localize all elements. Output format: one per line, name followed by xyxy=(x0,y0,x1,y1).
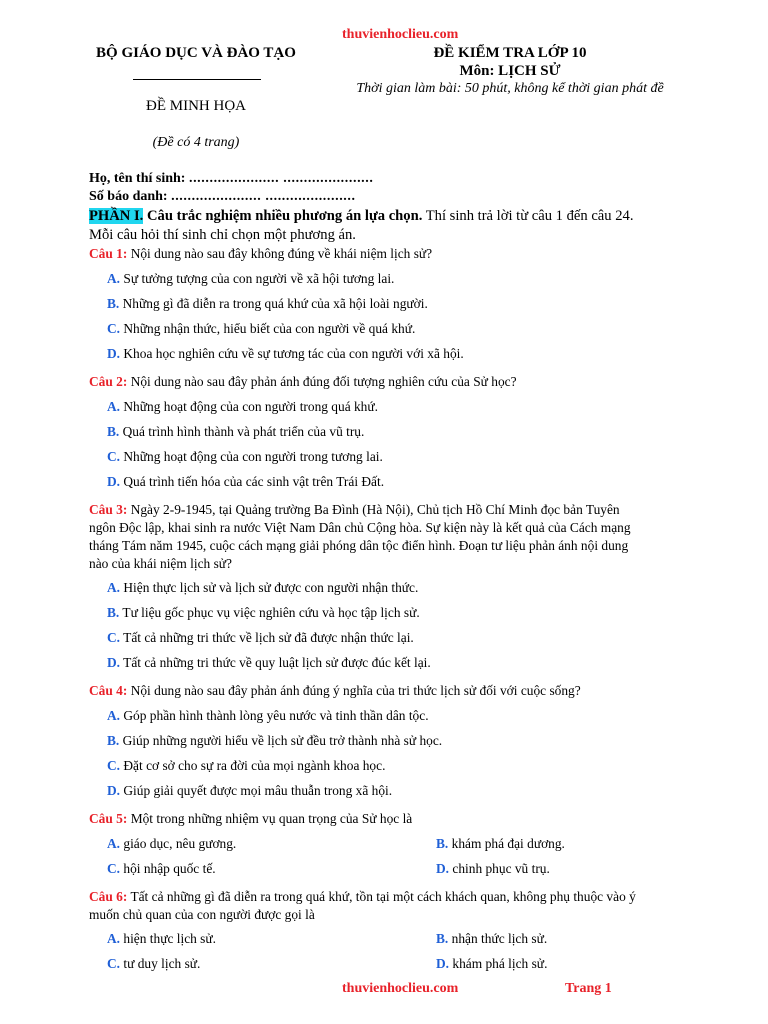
option-letter: B. xyxy=(107,296,120,311)
exam-subject: Môn: LỊCH SỬ xyxy=(459,63,561,79)
part1-instruction: Thí sinh trả lời từ câu 1 đến câu 24. xyxy=(425,208,634,224)
option-text: Những gì đã diễn ra trong quá khứ của xã hội loài người. xyxy=(122,296,428,311)
option-text: chinh phục vũ trụ. xyxy=(452,861,550,876)
student-id-label: Số báo danh: xyxy=(89,189,168,204)
answer-option[interactable] xyxy=(107,655,431,671)
option-letter: B. xyxy=(436,836,449,851)
option-text: Hiện thực lịch sử và lịch sử được con người nhận thức. xyxy=(123,580,419,595)
site-domain: .com xyxy=(429,27,459,42)
question-1 xyxy=(89,245,432,263)
option-letter: B. xyxy=(107,424,120,439)
question-number: Câu 3: xyxy=(89,502,128,517)
option-text: Tư liệu gốc phục vụ việc nghiên cứu và học tập lịch sử. xyxy=(122,605,420,620)
option-text: Góp phần hình thành lòng yêu nước và tinh thần dân tộc. xyxy=(123,708,429,723)
option-letter: D. xyxy=(107,655,121,670)
student-id-row xyxy=(89,189,356,205)
option-text: Sự tưởng tượng của con người về xã hội tương lai. xyxy=(123,271,395,286)
option-text: Quá trình tiến hóa của các sinh vật trên Trái Đất. xyxy=(123,474,385,489)
option-letter: B. xyxy=(436,931,449,946)
answer-option[interactable] xyxy=(107,296,428,312)
answer-option[interactable] xyxy=(107,321,415,337)
question-6 xyxy=(89,888,636,924)
option-letter: C. xyxy=(107,630,121,645)
question-number: Câu 1: xyxy=(89,246,128,261)
answer-option[interactable] xyxy=(107,708,429,724)
option-letter: C. xyxy=(107,861,121,876)
question-2 xyxy=(89,373,517,391)
question-4 xyxy=(89,682,581,700)
part1-heading xyxy=(89,207,729,225)
question-text: Một trong những nhiệm vụ quan trọng của Sử học là xyxy=(130,811,413,826)
answer-option[interactable] xyxy=(107,605,420,621)
option-text: Quá trình hình thành và phát triển của vũ trụ. xyxy=(122,424,365,439)
question-text-line: Ngày 2-9-1945, tại Quảng trường Ba Đình (Hà Nội), Chủ tịch Hồ Chí Minh đọc bản Tuyên xyxy=(130,502,620,517)
question-text-line: ngôn Độc lập, khai sinh ra nước Việt Nam Dân chủ Cộng hòa. Sự kiện này là kết quả của Cách mạng xyxy=(89,520,631,535)
answer-option[interactable] xyxy=(107,783,392,799)
option-text: tư duy lịch sử. xyxy=(123,956,201,971)
option-letter: C. xyxy=(107,321,121,336)
question-text-line: nào của khái niệm lịch sử? xyxy=(89,556,232,571)
option-text: khám phá lịch sử. xyxy=(452,956,548,971)
question-number: Câu 4: xyxy=(89,683,128,698)
option-letter: A. xyxy=(107,271,121,286)
sample-exam-label: ĐỀ MINH HỌA xyxy=(146,98,246,114)
answer-option[interactable] xyxy=(436,931,547,947)
answer-option[interactable] xyxy=(107,424,364,440)
answer-option[interactable] xyxy=(107,346,464,362)
question-3 xyxy=(89,501,631,573)
student-name-dots: ...................... ...................... xyxy=(188,171,374,186)
answer-option[interactable] xyxy=(107,474,384,490)
question-number: Câu 2: xyxy=(89,374,128,389)
answer-option[interactable] xyxy=(436,956,547,972)
option-text: giáo dục, nêu gương. xyxy=(123,836,237,851)
option-text: Tất cả những tri thức về lịch sử đã được nhận thức lại. xyxy=(123,630,414,645)
question-number: Câu 5: xyxy=(89,811,128,826)
option-letter: A. xyxy=(107,931,121,946)
option-letter: D. xyxy=(436,956,450,971)
answer-option[interactable] xyxy=(107,271,394,287)
option-text: Khoa học nghiên cứu về sự tương tác của con người với xã hội. xyxy=(123,346,464,361)
option-letter: B. xyxy=(107,733,120,748)
option-text: Giúp những người hiểu về lịch sử đều trở thành nhà sử học. xyxy=(122,733,443,748)
option-letter: A. xyxy=(107,836,121,851)
question-text-line: tháng Tám năm 1945, cuộc cách mạng giải phóng dân tộc điển hình. Đoạn tư liệu phản ánh nội dung xyxy=(89,538,629,553)
site-watermark-top[interactable] xyxy=(342,27,458,43)
question-text: Nội dung nào sau đây phản ánh đúng đối tượng nghiên cứu của Sử học? xyxy=(130,374,517,389)
part1-title: Câu trắc nghiệm nhiều phương án lựa chọn. xyxy=(146,208,423,224)
option-text: hiện thực lịch sử. xyxy=(123,931,217,946)
option-text: Giúp giải quyết được mọi mâu thuẫn trong xã hội. xyxy=(123,783,393,798)
option-text: Đặt cơ sở cho sự ra đời của mọi ngành khoa học. xyxy=(123,758,386,773)
option-letter: A. xyxy=(107,399,121,414)
student-name-row xyxy=(89,171,373,187)
question-text: Nội dung nào sau đây phản ánh đúng ý nghĩa của tri thức lịch sử đối với cuộc sống? xyxy=(130,683,581,698)
answer-option[interactable] xyxy=(107,449,383,465)
option-text: Những hoạt động của con người trong quá khứ. xyxy=(123,399,378,414)
answer-option[interactable] xyxy=(436,836,565,852)
answer-option[interactable] xyxy=(107,956,200,972)
student-name-label: Họ, tên thí sinh: xyxy=(89,171,186,186)
site-name: thuvienhoclieu xyxy=(342,27,430,42)
option-text: nhận thức lịch sử. xyxy=(451,931,548,946)
option-letter: C. xyxy=(107,449,121,464)
question-text-line: muốn chủ quan của con người được gọi là xyxy=(89,907,315,922)
answer-option[interactable] xyxy=(107,399,378,415)
site-domain: .com xyxy=(429,981,459,996)
answer-option[interactable] xyxy=(436,861,550,877)
exam-title: ĐỀ KIỂM TRA LỚP 10 xyxy=(433,45,587,61)
ministry-underline xyxy=(133,79,261,80)
option-letter: A. xyxy=(107,708,121,723)
answer-option[interactable] xyxy=(107,580,418,596)
answer-option[interactable] xyxy=(107,836,236,852)
exam-time: Thời gian làm bài: 50 phút, không kể thời gian phát đề xyxy=(356,81,664,96)
option-letter: D. xyxy=(436,861,450,876)
page-number: Trang 1 xyxy=(565,981,612,996)
site-name: thuvienhoclieu xyxy=(342,981,430,996)
option-letter: A. xyxy=(107,580,121,595)
part1-label: PHẦN I. xyxy=(89,208,144,224)
option-letter: D. xyxy=(107,783,121,798)
student-id-dots: ...................... ...................... xyxy=(171,189,356,204)
option-text: Những nhận thức, hiểu biết của con người về quá khứ. xyxy=(123,321,416,336)
option-letter: D. xyxy=(107,474,121,489)
option-letter: B. xyxy=(107,605,120,620)
question-5 xyxy=(89,810,412,828)
site-watermark-bottom[interactable] xyxy=(342,981,458,997)
option-text: Tất cả những tri thức về quy luật lịch sử được đúc kết lại. xyxy=(123,655,431,670)
option-text: khám phá đại dương. xyxy=(451,836,565,851)
option-letter: D. xyxy=(107,346,121,361)
option-text: Những hoạt động của con người trong tương lai. xyxy=(123,449,383,464)
answer-option[interactable] xyxy=(107,861,216,877)
answer-option[interactable] xyxy=(107,758,385,774)
answer-option[interactable] xyxy=(107,733,442,749)
question-text: Nội dung nào sau đây không đúng về khái niệm lịch sử? xyxy=(130,246,433,261)
part1-instruction-2: Mỗi câu hỏi thí sinh chỉ chọn một phương án. xyxy=(89,227,356,243)
option-letter: C. xyxy=(107,956,121,971)
answer-option[interactable] xyxy=(107,931,216,947)
option-letter: C. xyxy=(107,758,121,773)
pages-note: (Đề có 4 trang) xyxy=(152,135,240,150)
question-text-line: Tất cả những gì đã diễn ra trong quá khứ, tồn tại một cách khách quan, không phụ thuộc vào ý xyxy=(130,889,636,904)
question-number: Câu 6: xyxy=(89,889,128,904)
option-text: hội nhập quốc tế. xyxy=(123,861,216,876)
answer-option[interactable] xyxy=(107,630,414,646)
ministry-name: BỘ GIÁO DỤC VÀ ĐÀO TẠO xyxy=(96,45,296,61)
